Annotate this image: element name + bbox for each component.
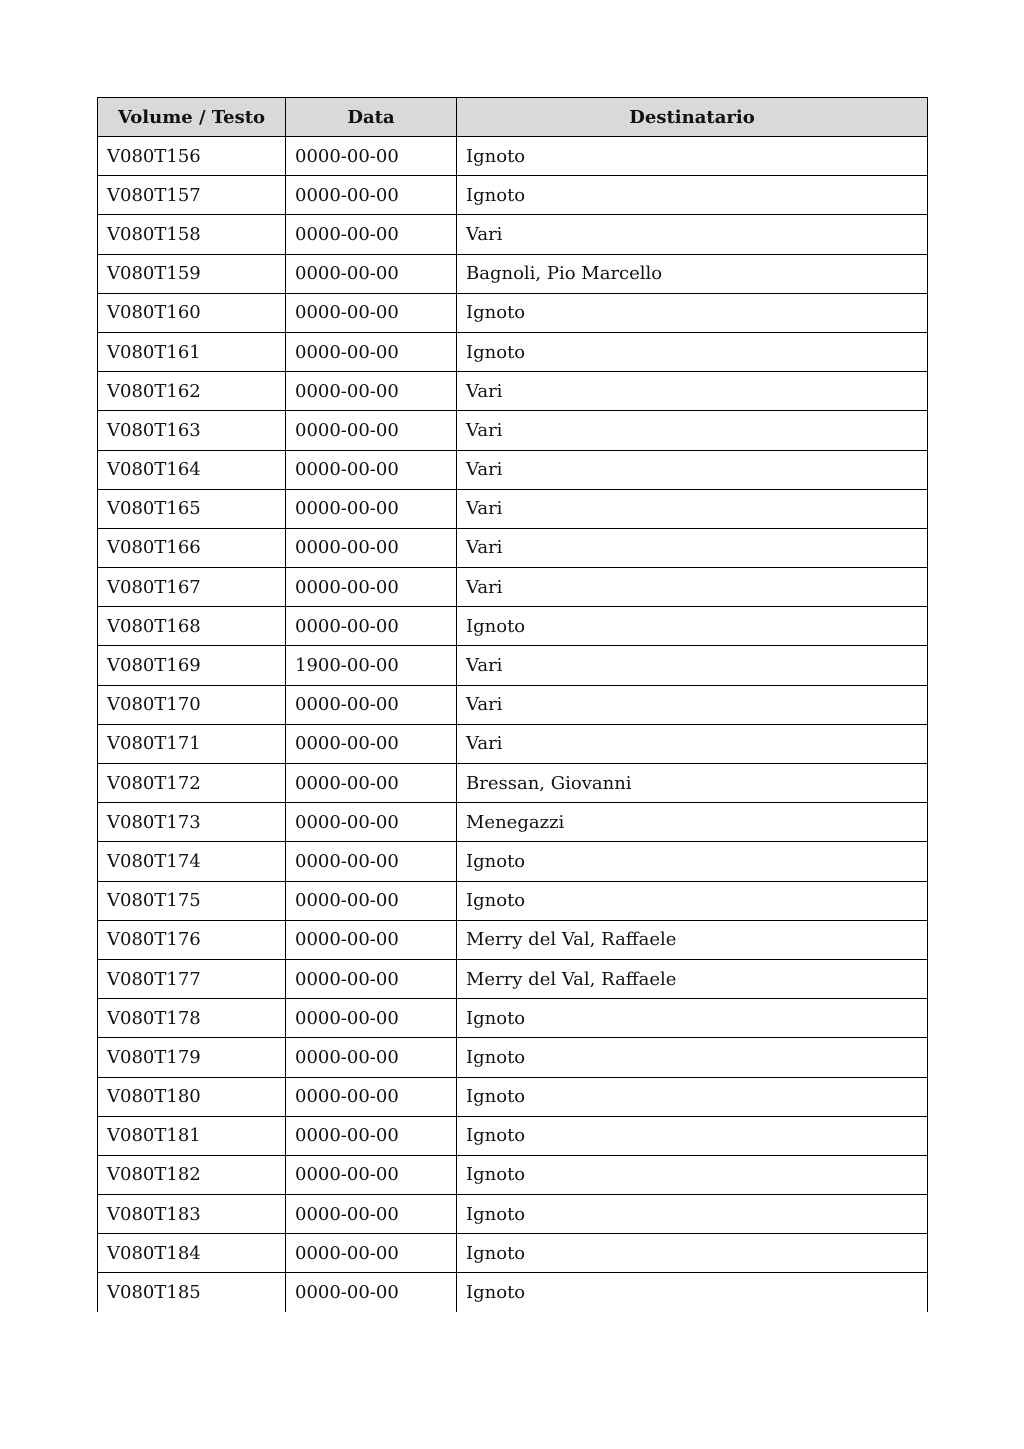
cell-data: 0000-00-00 [286,764,457,803]
cell-destinatario: Vari [457,411,928,450]
cell-data: 0000-00-00 [286,803,457,842]
cell-destinatario: Vari [457,489,928,528]
cell-data: 0000-00-00 [286,254,457,293]
cell-destinatario: Vari [457,450,928,489]
table-row [98,881,928,920]
cell-destinatario: Ignoto [457,881,928,920]
table-row [98,1195,928,1234]
table-row [98,1038,928,1077]
cell-volume-testo: V080T184 [98,1234,286,1273]
cell-volume-testo: V080T164 [98,450,286,489]
table-row [98,450,928,489]
table-row [98,489,928,528]
cell-data: 0000-00-00 [286,607,457,646]
cell-data: 0000-00-00 [286,411,457,450]
table-row [98,764,928,803]
cell-destinatario: Ignoto [457,137,928,176]
cell-volume-testo: V080T158 [98,215,286,254]
cell-destinatario: Vari [457,568,928,607]
cell-data: 0000-00-00 [286,881,457,920]
cell-destinatario: Merry del Val, Raffaele [457,959,928,998]
table-row [98,293,928,332]
header-row [98,98,928,137]
cell-destinatario: Ignoto [457,293,928,332]
cell-volume-testo: V080T162 [98,372,286,411]
cell-destinatario: Vari [457,528,928,567]
cell-data: 0000-00-00 [286,372,457,411]
cell-data: 0000-00-00 [286,176,457,215]
table-row [98,1273,928,1312]
cell-destinatario: Vari [457,685,928,724]
cell-volume-testo: V080T167 [98,568,286,607]
table-row [98,607,928,646]
cell-volume-testo: V080T160 [98,293,286,332]
cell-destinatario: Menegazzi [457,803,928,842]
cell-data: 1900-00-00 [286,646,457,685]
cell-destinatario: Vari [457,372,928,411]
cell-volume-testo: V080T183 [98,1195,286,1234]
cell-data: 0000-00-00 [286,137,457,176]
cell-volume-testo: V080T185 [98,1273,286,1312]
cell-volume-testo: V080T166 [98,528,286,567]
cell-volume-testo: V080T170 [98,685,286,724]
cell-data: 0000-00-00 [286,1077,457,1116]
cell-data: 0000-00-00 [286,1273,457,1312]
cell-data: 0000-00-00 [286,724,457,763]
table-row [98,1155,928,1194]
cell-destinatario: Ignoto [457,1195,928,1234]
cell-destinatario: Ignoto [457,1273,928,1312]
table-row [98,528,928,567]
cell-data: 0000-00-00 [286,332,457,371]
cell-volume-testo: V080T174 [98,842,286,881]
cell-volume-testo: V080T165 [98,489,286,528]
cell-data: 0000-00-00 [286,842,457,881]
table-row [98,724,928,763]
table-row [98,1234,928,1273]
cell-data: 0000-00-00 [286,568,457,607]
cell-volume-testo: V080T172 [98,764,286,803]
cell-volume-testo: V080T157 [98,176,286,215]
table-row [98,411,928,450]
table-row [98,1077,928,1116]
cell-destinatario: Vari [457,646,928,685]
cell-destinatario: Ignoto [457,1234,928,1273]
cell-data: 0000-00-00 [286,215,457,254]
cell-volume-testo: V080T173 [98,803,286,842]
cell-volume-testo: V080T168 [98,607,286,646]
cell-volume-testo: V080T171 [98,724,286,763]
cell-data: 0000-00-00 [286,1234,457,1273]
table-row [98,803,928,842]
cell-destinatario: Ignoto [457,607,928,646]
column-header-volume-testo: Volume / Testo [98,98,286,137]
cell-data: 0000-00-00 [286,959,457,998]
cell-data: 0000-00-00 [286,1195,457,1234]
table-row [98,332,928,371]
cell-data: 0000-00-00 [286,1116,457,1155]
cell-data: 0000-00-00 [286,920,457,959]
cell-volume-testo: V080T181 [98,1116,286,1155]
cell-data: 0000-00-00 [286,450,457,489]
table-row [98,568,928,607]
table-row [98,372,928,411]
table-row [98,137,928,176]
table-row [98,215,928,254]
cell-data: 0000-00-00 [286,528,457,567]
cell-volume-testo: V080T182 [98,1155,286,1194]
cell-destinatario: Ignoto [457,842,928,881]
cell-destinatario: Bagnoli, Pio Marcello [457,254,928,293]
column-header-destinatario: Destinatario [457,98,928,137]
cell-volume-testo: V080T179 [98,1038,286,1077]
cell-volume-testo: V080T169 [98,646,286,685]
cell-destinatario: Merry del Val, Raffaele [457,920,928,959]
cell-data: 0000-00-00 [286,1038,457,1077]
cell-destinatario: Bressan, Giovanni [457,764,928,803]
letters-table [97,97,928,1312]
cell-destinatario: Ignoto [457,1155,928,1194]
cell-destinatario: Ignoto [457,999,928,1038]
cell-destinatario: Ignoto [457,332,928,371]
column-header-data: Data [286,98,457,137]
table-row [98,176,928,215]
cell-volume-testo: V080T180 [98,1077,286,1116]
cell-destinatario: Ignoto [457,176,928,215]
table-row [98,842,928,881]
cell-destinatario: Ignoto [457,1077,928,1116]
cell-volume-testo: V080T175 [98,881,286,920]
table-row [98,920,928,959]
cell-destinatario: Vari [457,724,928,763]
cell-destinatario: Ignoto [457,1038,928,1077]
cell-volume-testo: V080T161 [98,332,286,371]
cell-data: 0000-00-00 [286,1155,457,1194]
cell-volume-testo: V080T163 [98,411,286,450]
cell-volume-testo: V080T177 [98,959,286,998]
cell-data: 0000-00-00 [286,685,457,724]
table-row [98,1116,928,1155]
table-row [98,254,928,293]
cell-data: 0000-00-00 [286,999,457,1038]
cell-destinatario: Ignoto [457,1116,928,1155]
table-row [98,959,928,998]
cell-volume-testo: V080T178 [98,999,286,1038]
table-row [98,646,928,685]
cell-volume-testo: V080T156 [98,137,286,176]
table-row [98,685,928,724]
cell-data: 0000-00-00 [286,293,457,332]
cell-destinatario: Vari [457,215,928,254]
table-row [98,999,928,1038]
cell-data: 0000-00-00 [286,489,457,528]
table-header [98,98,928,137]
table-body [98,137,928,1313]
cell-volume-testo: V080T176 [98,920,286,959]
cell-volume-testo: V080T159 [98,254,286,293]
